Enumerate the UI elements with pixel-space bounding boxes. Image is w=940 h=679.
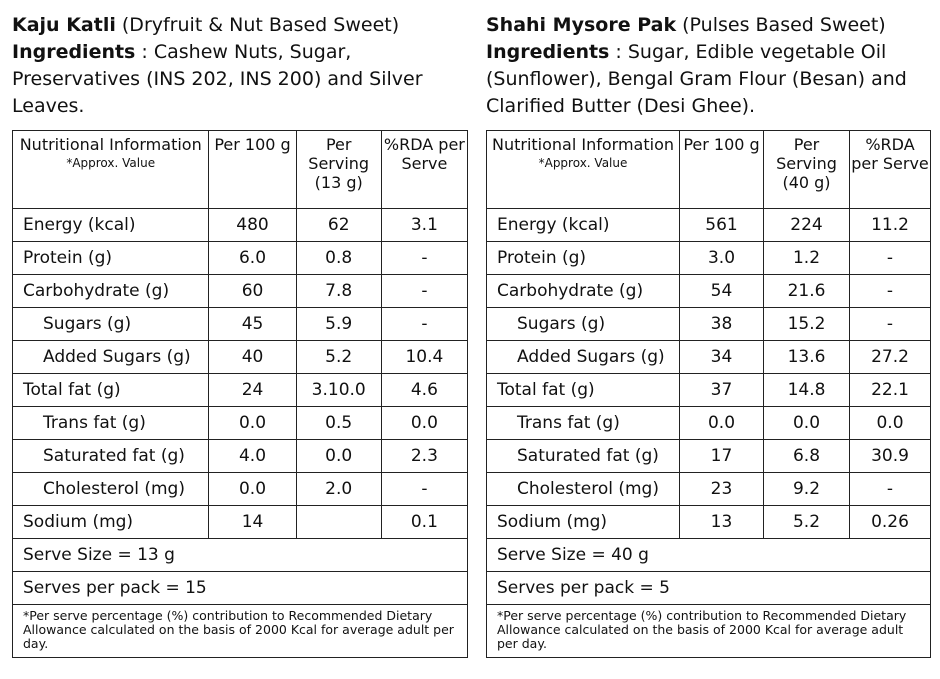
nutrient-label: Cholesterol (mg) — [13, 473, 209, 506]
per-serving-value: 3.10.0 — [296, 374, 381, 407]
nutrient-label: Cholesterol (mg) — [487, 473, 680, 506]
nutrient-row — [487, 440, 931, 473]
per-serving-value — [296, 506, 381, 539]
approx-value-note: *Approx. Value — [538, 156, 628, 170]
nutrient-row — [487, 506, 931, 539]
rda-value: - — [850, 308, 931, 341]
per-100g-value: 4.0 — [209, 440, 296, 473]
rda-value: 0.0 — [850, 407, 931, 440]
nutrient-row — [487, 242, 931, 275]
rda-value: - — [381, 308, 467, 341]
per-100g-value: 40 — [209, 341, 296, 374]
nutrient-row — [13, 308, 468, 341]
per-serving-value: 14.8 — [764, 374, 850, 407]
rda-value: - — [381, 242, 467, 275]
ingredients-label: Ingredients — [12, 41, 136, 63]
rda-value: 27.2 — [850, 341, 931, 374]
nutrient-label: Protein (g) — [487, 242, 680, 275]
per-serving-value: 0.0 — [764, 407, 850, 440]
per-serving-value: 15.2 — [764, 308, 850, 341]
nutrient-label: Energy (kcal) — [487, 209, 680, 242]
nutrient-row — [487, 374, 931, 407]
ingredients-label: Ingredients — [486, 41, 610, 63]
per-serving-value: 5.9 — [296, 308, 381, 341]
product-header — [12, 12, 468, 130]
per-100g-value: 14 — [209, 506, 296, 539]
shahi-mysore-pak-panel — [486, 0, 930, 658]
product-name: Shahi Mysore Pak — [486, 14, 677, 36]
table-header-row — [13, 131, 468, 209]
per-100g-value: 0.0 — [209, 407, 296, 440]
nutrient-row — [487, 407, 931, 440]
nutrient-label: Energy (kcal) — [13, 209, 209, 242]
nutrient-label: Saturated fat (g) — [13, 440, 209, 473]
kaju-katli-panel — [12, 0, 468, 658]
nutritional-info-header: Nutritional Information *Approx. Value — [487, 131, 680, 209]
approx-value-note: *Approx. Value — [66, 156, 156, 170]
nutrient-label: Carbohydrate (g) — [13, 275, 209, 308]
rda-value: - — [850, 275, 931, 308]
per-100g-value: 13 — [680, 506, 764, 539]
nutrient-label: Total fat (g) — [487, 374, 680, 407]
nutrient-label: Saturated fat (g) — [487, 440, 680, 473]
per-serving-value: 13.6 — [764, 341, 850, 374]
rda-footnote: *Per serve percentage (%) contribution to Recommended Dietary Allowance calculated on the basis of 2000 Kcal for average adult per day. — [13, 605, 468, 658]
nutrient-row — [13, 440, 468, 473]
per-serving-value: 2.0 — [296, 473, 381, 506]
rda-header: %RDA per Serve — [381, 131, 467, 209]
serve-size: Serve Size = 13 g — [13, 539, 468, 572]
rda-value: - — [850, 242, 931, 275]
rda-value: 10.4 — [381, 341, 467, 374]
product-category: (Dryfruit & Nut Based Sweet) — [115, 14, 400, 36]
per-100g-value: 0.0 — [209, 473, 296, 506]
per-100g-value: 38 — [680, 308, 764, 341]
rda-header: %RDA per Serve — [850, 131, 931, 209]
rda-value: 22.1 — [850, 374, 931, 407]
nutrient-row — [13, 275, 468, 308]
product-category: (Pulses Based Sweet) — [676, 14, 886, 36]
per-100g-value: 45 — [209, 308, 296, 341]
nutrient-label: Carbohydrate (g) — [487, 275, 680, 308]
per-serving-value: 62 — [296, 209, 381, 242]
per-100g-value: 561 — [680, 209, 764, 242]
per-100g-value: 54 — [680, 275, 764, 308]
rda-value: 30.9 — [850, 440, 931, 473]
rda-value: 3.1 — [381, 209, 467, 242]
per-100g-header: Per 100 g — [209, 131, 296, 209]
nutrient-label: Sodium (mg) — [13, 506, 209, 539]
product-header — [486, 12, 930, 130]
per-100g-header: Per 100 g — [680, 131, 764, 209]
per-serving-header: Per Serving (13 g) — [296, 131, 381, 209]
serves-per-pack: Serves per pack = 15 — [13, 572, 468, 605]
rda-value: 0.0 — [381, 407, 467, 440]
per-100g-value: 480 — [209, 209, 296, 242]
nutrient-label: Sodium (mg) — [487, 506, 680, 539]
nutrient-label: Sugars (g) — [487, 308, 680, 341]
nutrient-row — [13, 407, 468, 440]
rda-value: - — [850, 473, 931, 506]
per-serving-value: 5.2 — [296, 341, 381, 374]
per-100g-value: 37 — [680, 374, 764, 407]
nutrient-row — [13, 473, 468, 506]
ingredients-text: : Sugar, Edible vegetable Oil (Sunflower), Bengal Gram Flour (Besan) and Clarified Butter (Desi Ghee). — [486, 41, 907, 117]
nutrient-row — [487, 308, 931, 341]
rda-footnote: *Per serve percentage (%) contribution to Recommended Dietary Allowance calculated on the basis of 2000 Kcal for average adult per day. — [487, 605, 931, 658]
nutritional-info-header: Nutritional Information *Approx. Value — [13, 131, 209, 209]
per-100g-value: 0.0 — [680, 407, 764, 440]
nutrient-row — [13, 242, 468, 275]
nutrient-row — [487, 341, 931, 374]
per-serving-value: 224 — [764, 209, 850, 242]
per-100g-value: 3.0 — [680, 242, 764, 275]
rda-value: 0.26 — [850, 506, 931, 539]
per-serving-value: 0.5 — [296, 407, 381, 440]
table-header-row — [487, 131, 931, 209]
nutrition-table — [12, 130, 468, 658]
per-serving-value: 7.8 — [296, 275, 381, 308]
per-100g-value: 6.0 — [209, 242, 296, 275]
per-serving-value: 0.8 — [296, 242, 381, 275]
per-serving-value: 1.2 — [764, 242, 850, 275]
nutrient-row — [13, 506, 468, 539]
rda-value: 0.1 — [381, 506, 467, 539]
nutrient-label: Protein (g) — [13, 242, 209, 275]
nutrient-label: Total fat (g) — [13, 374, 209, 407]
product-name: Kaju Katli — [12, 14, 116, 36]
per-100g-value: 60 — [209, 275, 296, 308]
nutrient-label: Added Sugars (g) — [13, 341, 209, 374]
rda-value: 11.2 — [850, 209, 931, 242]
per-serving-value: 9.2 — [764, 473, 850, 506]
per-serving-value: 5.2 — [764, 506, 850, 539]
per-serving-value: 0.0 — [296, 440, 381, 473]
rda-value: - — [381, 473, 467, 506]
rda-value: 4.6 — [381, 374, 467, 407]
nutrient-label: Sugars (g) — [13, 308, 209, 341]
per-serving-value: 21.6 — [764, 275, 850, 308]
nutrient-row — [13, 374, 468, 407]
rda-value: 2.3 — [381, 440, 467, 473]
serves-per-pack: Serves per pack = 5 — [487, 572, 931, 605]
nutrition-table — [486, 130, 931, 658]
nutrient-row — [487, 275, 931, 308]
per-serving-header: Per Serving (40 g) — [764, 131, 850, 209]
per-100g-value: 34 — [680, 341, 764, 374]
nutrient-row — [487, 209, 931, 242]
ingredients-text: : Cashew Nuts, Sugar, Preservatives (INS 202, INS 200) and Silver Leaves. — [12, 41, 423, 117]
per-100g-value: 17 — [680, 440, 764, 473]
nutrient-row — [13, 209, 468, 242]
nutrient-label: Trans fat (g) — [487, 407, 680, 440]
per-serving-value: 6.8 — [764, 440, 850, 473]
nutrient-label: Trans fat (g) — [13, 407, 209, 440]
nutrient-row — [13, 341, 468, 374]
nutrient-label: Added Sugars (g) — [487, 341, 680, 374]
serve-size: Serve Size = 40 g — [487, 539, 931, 572]
per-100g-value: 23 — [680, 473, 764, 506]
per-100g-value: 24 — [209, 374, 296, 407]
nutrient-row — [487, 473, 931, 506]
rda-value: - — [381, 275, 467, 308]
